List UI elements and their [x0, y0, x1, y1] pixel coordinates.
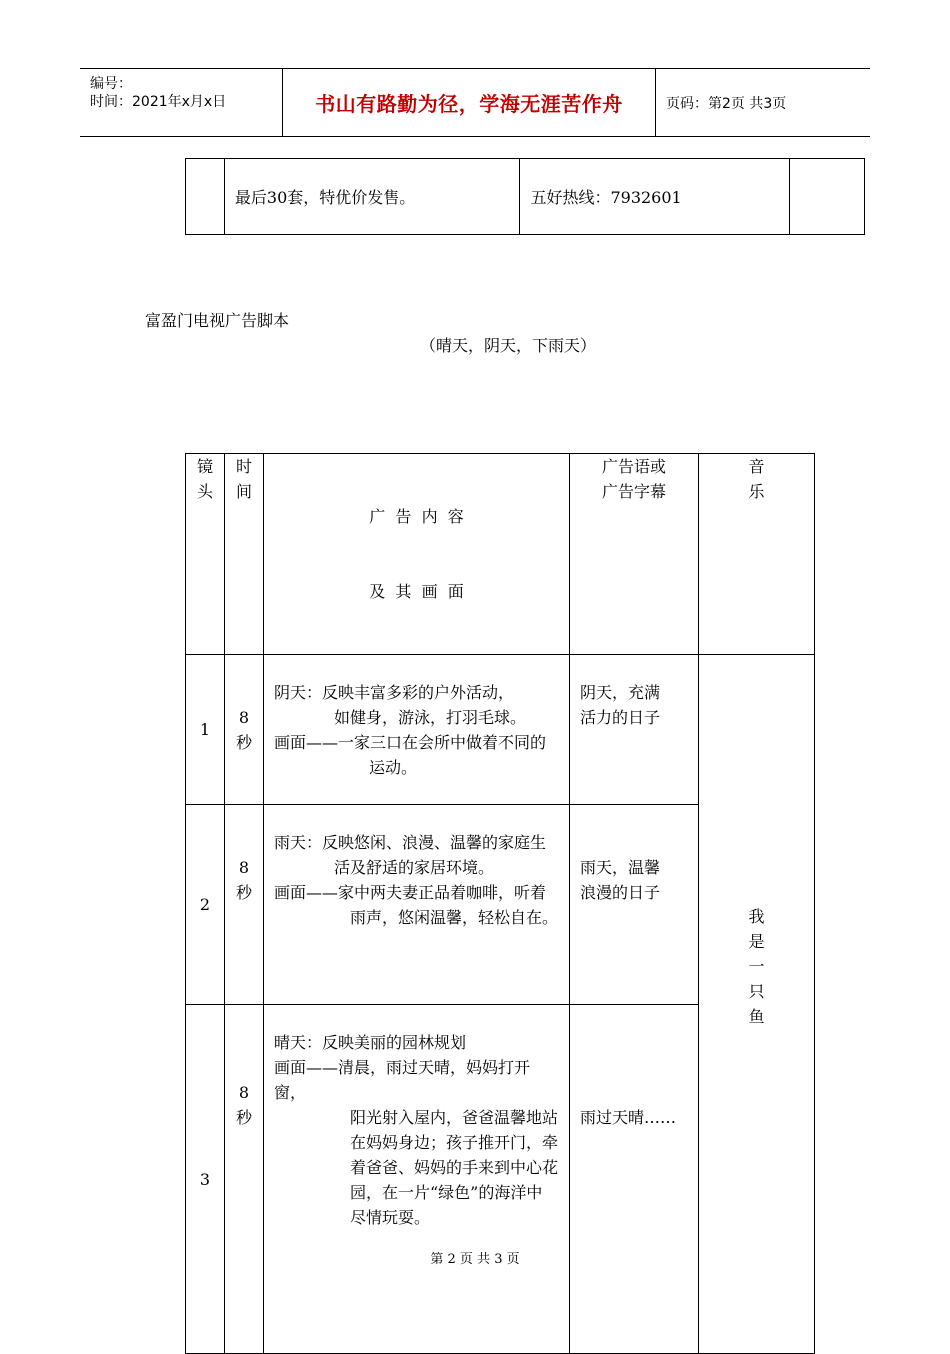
content-line: 晴天：反映美丽的园林规划 — [274, 1033, 467, 1052]
content-line: 尽情玩耍。 — [350, 1208, 431, 1227]
header-slogan — [570, 454, 699, 655]
content-line: 雨声，悠闲温馨，轻松自在。 — [350, 908, 559, 927]
shot-content — [264, 805, 570, 1005]
table-cell: 五好热线：7932601 — [520, 159, 790, 235]
time-text: 秒 — [235, 733, 252, 752]
number-label: 编号： — [90, 76, 132, 92]
slogan-line: 阴天，充满 — [580, 683, 661, 702]
content-line: 着爸爸、妈妈的手来到中心花 — [350, 1158, 559, 1177]
header-text: 及 其 画 面 — [369, 582, 464, 601]
header-text: 音 — [748, 457, 765, 476]
time-text: 8 — [238, 1083, 250, 1102]
script-table — [185, 453, 815, 1354]
table-cell: 最后30套，特优价发售。 — [224, 159, 520, 235]
content-line: 画面——一家三口在会所中做着不同的 — [274, 733, 547, 752]
page-header — [80, 68, 870, 137]
shot-time — [225, 1005, 264, 1354]
header-text: 间 — [235, 482, 252, 501]
slogan-line: 雨过天晴…… — [580, 1108, 677, 1127]
content-line: 画面——家中两夫妻正品着咖啡，听着 — [274, 883, 547, 902]
music-char: 我 — [748, 907, 765, 926]
shot-slogan — [570, 805, 699, 1005]
section-title: 富盈门电视广告脚本 — [145, 311, 290, 330]
shot-time — [225, 805, 264, 1005]
shot-content — [264, 1005, 570, 1354]
shot-content — [264, 655, 570, 805]
slogan-line: 雨天，温馨 — [580, 858, 661, 877]
table-row — [186, 159, 865, 235]
music-char: 鱼 — [748, 1007, 765, 1026]
music-char: 只 — [748, 982, 765, 1001]
shot-number: 2 — [186, 805, 225, 1005]
header-text: 头 — [196, 482, 213, 501]
content-line: 在妈妈身边；孩子推开门，牵 — [350, 1133, 559, 1152]
content-line: 雨天：反映悠闲、浪漫、温馨的家庭生 — [274, 833, 547, 852]
table-cell-empty — [186, 159, 225, 235]
shot-number: 3 — [186, 1005, 225, 1354]
time-text: 8 — [238, 708, 250, 727]
header-page-cell — [656, 69, 870, 136]
page-footer: 第 2 页 共 3 页 — [430, 1252, 520, 1267]
music-char: 一 — [748, 957, 765, 976]
shot-slogan — [570, 655, 699, 805]
time-text: 8 — [238, 858, 250, 877]
content-line: 运动。 — [369, 758, 418, 777]
shot-time — [225, 655, 264, 805]
content-line: 阳光射入屋内，爸爸温馨地站 — [350, 1108, 559, 1127]
header-time — [225, 454, 264, 655]
content-line: 画面——清晨，雨过天晴，妈妈打开窗， — [274, 1058, 531, 1102]
weather-line: （晴天，阴天，下雨天） — [420, 336, 597, 355]
content-line: 阴天：反映丰富多彩的户外活动， — [274, 683, 515, 702]
shot-slogan — [570, 1005, 699, 1354]
header-motto-cell — [283, 69, 656, 136]
content-line: 园，在一片“绿色”的海洋中 — [350, 1183, 543, 1202]
header-text: 乐 — [748, 482, 765, 501]
table-header-row — [186, 454, 815, 655]
header-shot — [186, 454, 225, 655]
header-content — [264, 454, 570, 655]
content-line: 如健身，游泳，打羽毛球。 — [334, 708, 527, 727]
header-text: 广 告 内 容 — [369, 507, 464, 526]
header-meta — [80, 69, 283, 136]
slogan-line: 活力的日子 — [580, 708, 661, 727]
header-text: 镜 — [196, 457, 213, 476]
header-music — [699, 454, 815, 655]
page-info: 页码：第2页 共3页 — [666, 95, 787, 112]
motto: 书山有路勤为径，学海无涯苦作舟 — [315, 92, 623, 116]
table-cell-empty — [790, 159, 865, 235]
header-text: 时 — [235, 457, 252, 476]
time-text: 秒 — [235, 883, 252, 902]
time-text: 秒 — [235, 1108, 252, 1127]
top-table — [185, 158, 865, 235]
header-text: 广告语或 — [601, 457, 666, 476]
content-line: 活及舒适的家居环境。 — [334, 858, 495, 877]
music-char: 是 — [748, 932, 765, 951]
table-row — [186, 655, 815, 805]
slogan-line: 浪漫的日子 — [580, 883, 661, 902]
time-label: 时间：2021年x月x日 — [90, 94, 227, 110]
header-text: 广告字幕 — [601, 482, 666, 501]
shot-number: 1 — [186, 655, 225, 805]
